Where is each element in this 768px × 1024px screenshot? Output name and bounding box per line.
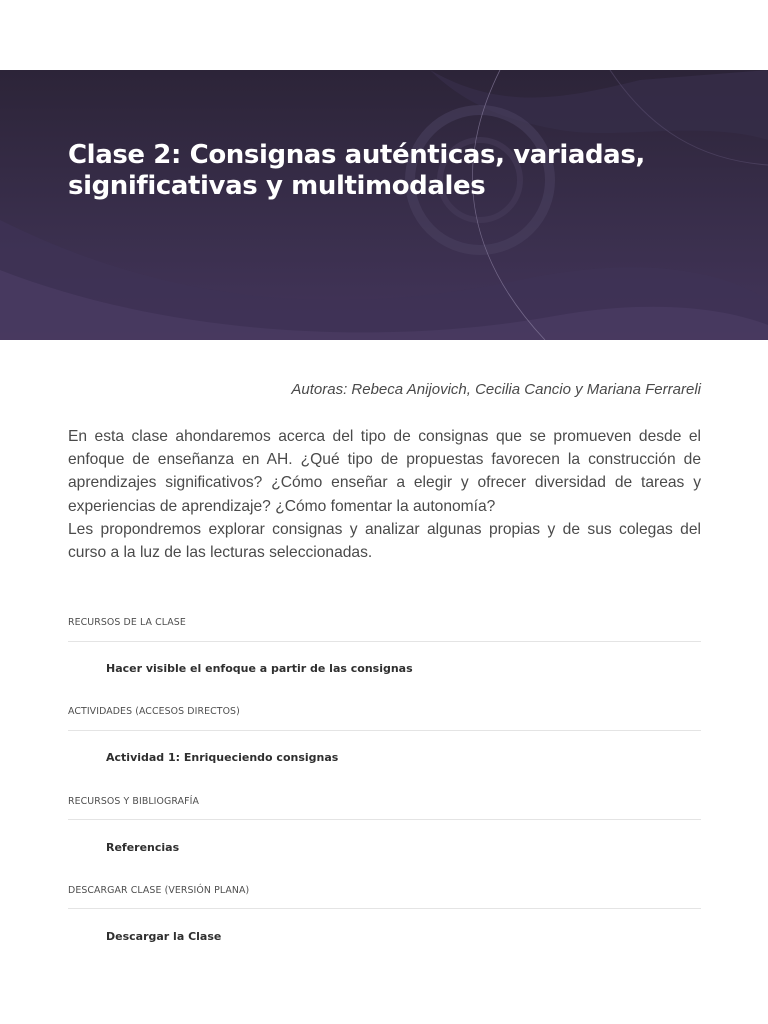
section-label-recursos-clase: RECURSOS DE LA CLASE (68, 617, 186, 628)
section-divider (68, 819, 701, 820)
section-label-descargar-clase: DESCARGAR CLASE (VERSIÓN PLANA) (68, 885, 250, 896)
intro-text (68, 425, 701, 564)
intro-paragraph-2: Les propondremos explorar consignas y analizar algunas propias y de sus colegas del curso a la luz de las lecturas seleccionadas. (68, 520, 701, 562)
page-title: Clase 2: Consignas auténticas, variadas, significativas y multimodales (68, 140, 645, 201)
link-referencias[interactable]: Referencias (106, 841, 180, 854)
section-label-actividades: ACTIVIDADES (ACCESOS DIRECTOS) (68, 706, 240, 717)
hero-background-graphic (0, 70, 768, 340)
hero-banner (0, 70, 768, 340)
section-label-recursos-bibliografia: RECURSOS Y BIBLIOGRAFÍA (68, 796, 200, 807)
section-divider (68, 730, 701, 731)
authors-line: Autoras: Rebeca Anijovich, Cecilia Cancio y Mariana Ferrareli (291, 381, 701, 398)
section-divider (68, 908, 701, 909)
link-hacer-visible-enfoque[interactable]: Hacer visible el enfoque a partir de las consignas (106, 662, 413, 675)
intro-paragraph-1: En esta clase ahondaremos acerca del tipo de consignas que se promueven desde el enfoque de enseñanza en AH. ¿Qué tipo de propuestas favorecen la construcción de aprendizajes significativos? ¿Cómo enseñar a elegir y ofrecer diversidad de tareas y experiencias de aprendizaje? ¿Cómo fomentar la autonomía? (68, 428, 701, 515)
link-actividad-1[interactable]: Actividad 1: Enriqueciendo consignas (106, 751, 339, 764)
link-descargar-clase[interactable]: Descargar la Clase (106, 930, 222, 943)
section-divider (68, 641, 701, 642)
